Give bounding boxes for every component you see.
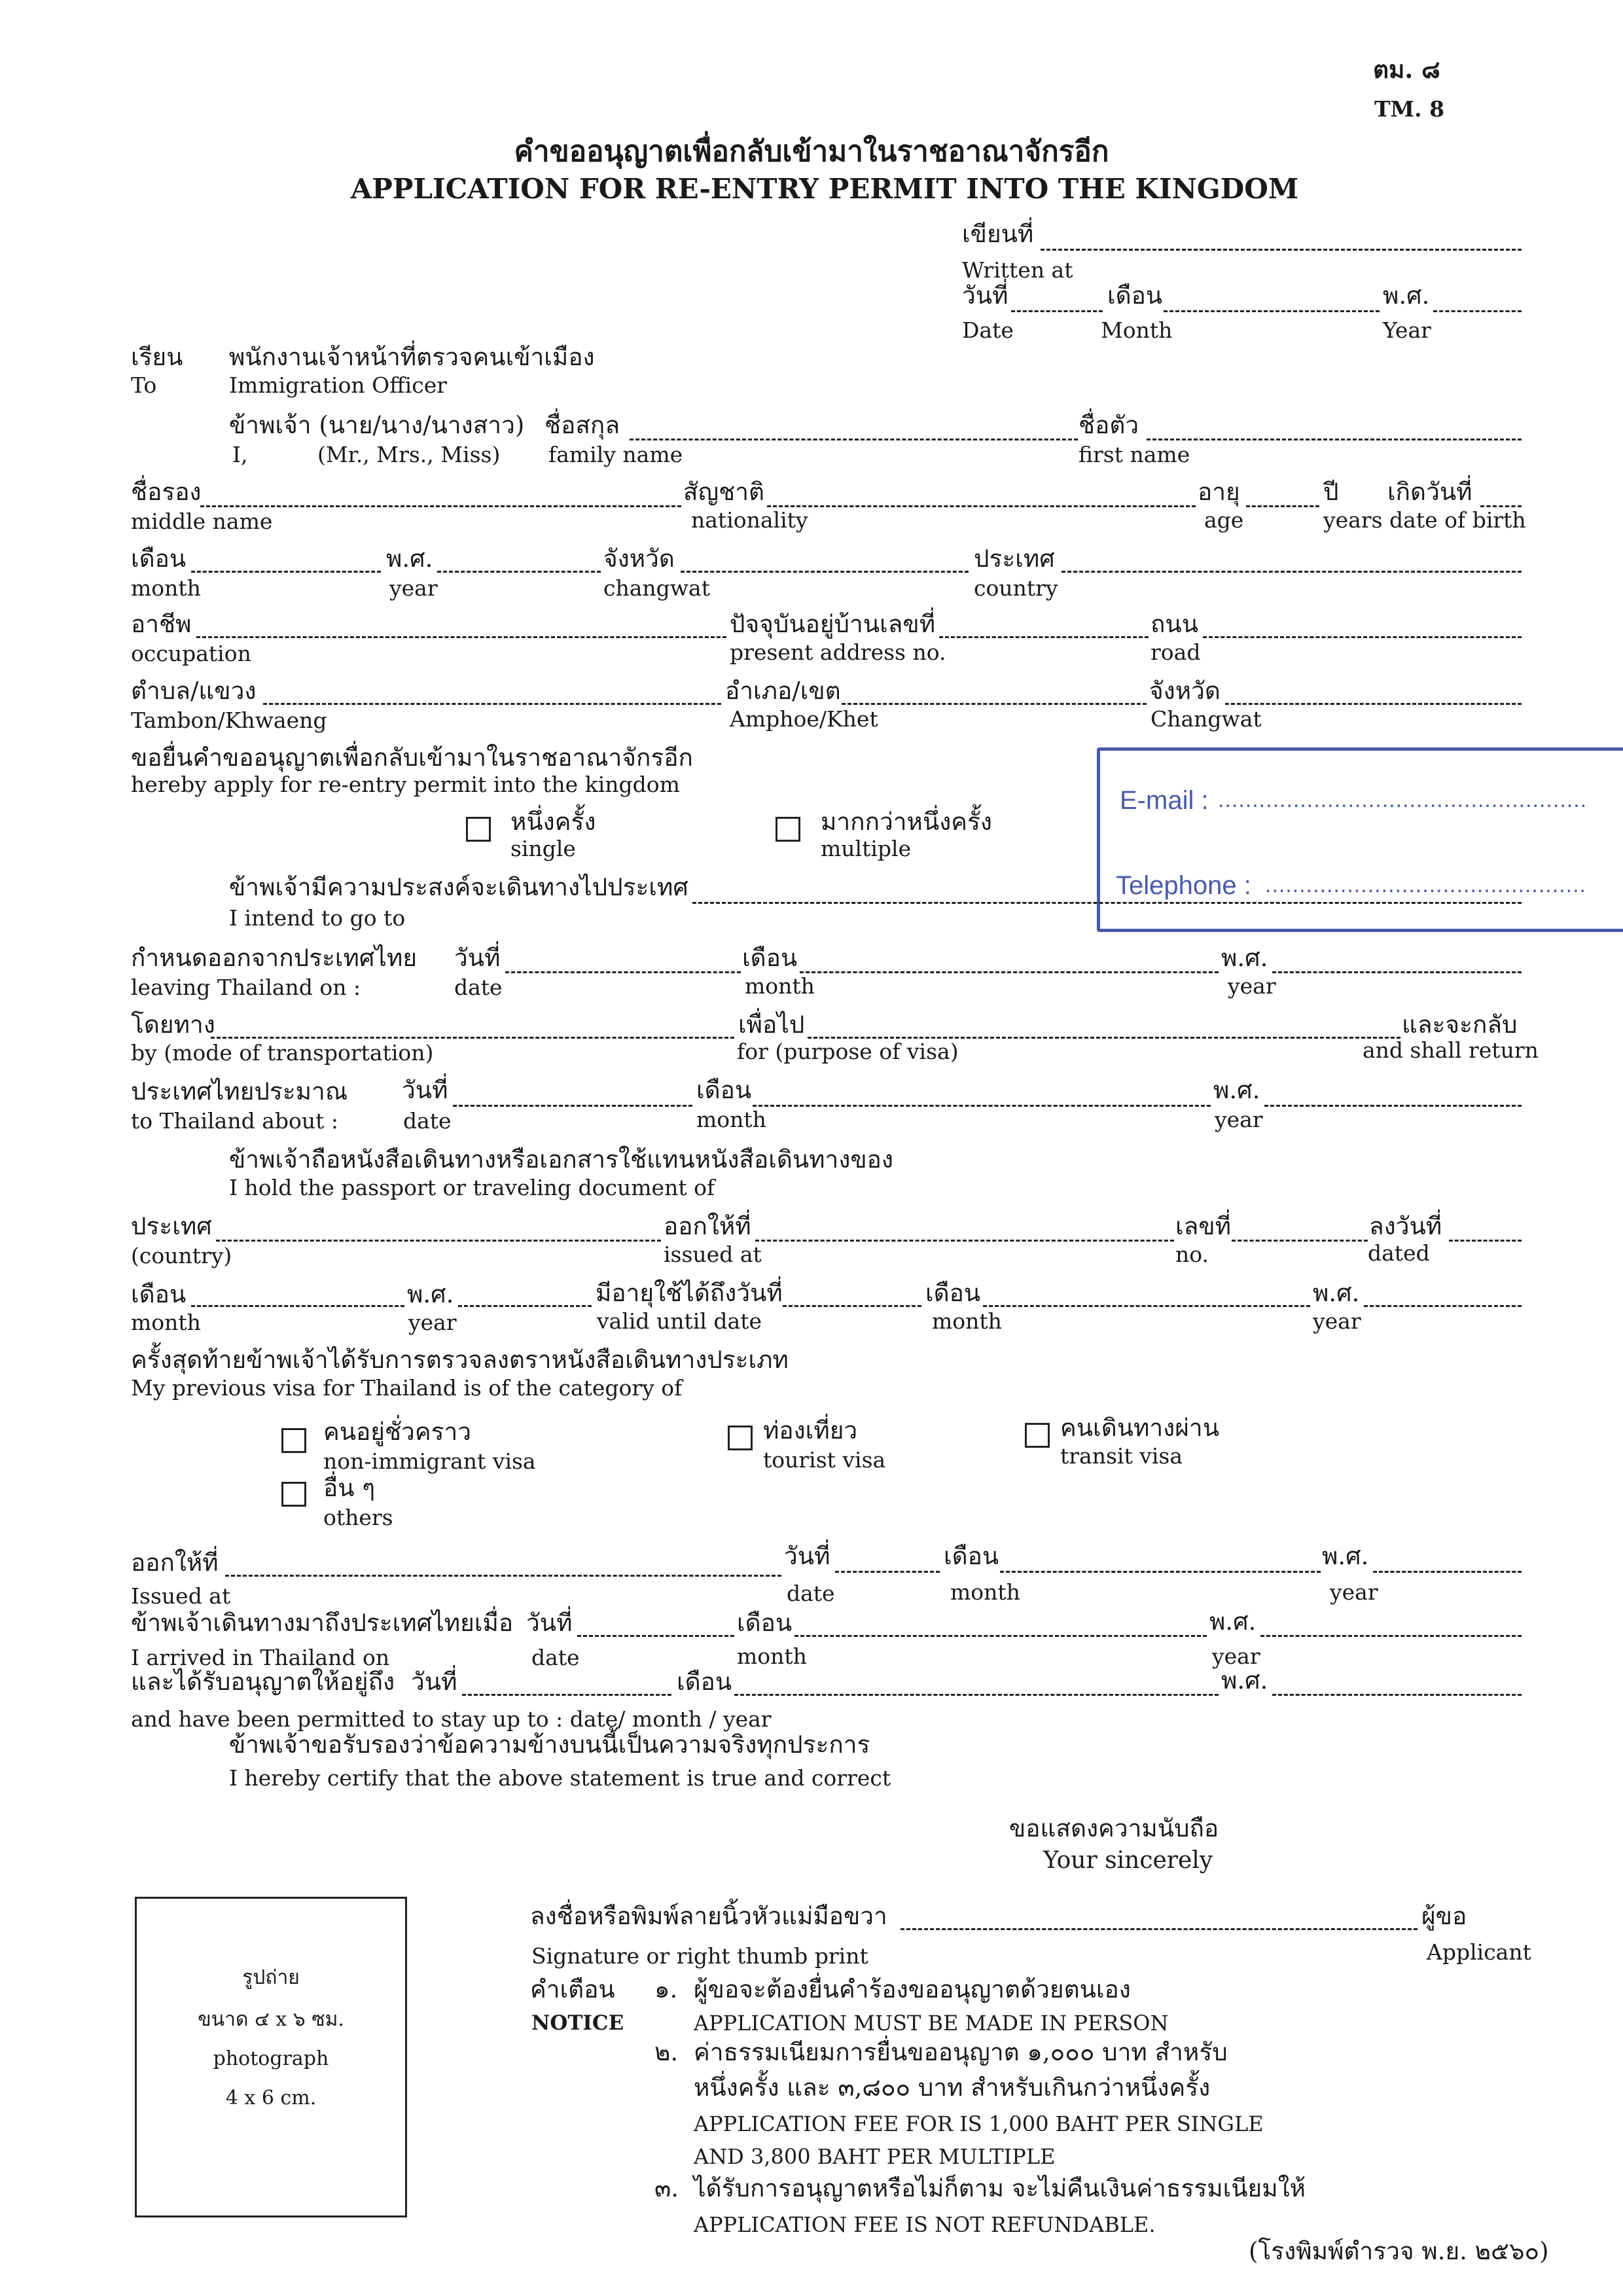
back-year-label-th: พ.ศ. xyxy=(1213,1076,1260,1104)
form-code-en: TM. 8 xyxy=(1374,96,1445,122)
month-label-en: Month xyxy=(1101,317,1173,343)
transit-label-th: คนเดินทางผ่าน xyxy=(1060,1414,1219,1442)
arrived-month-field[interactable] xyxy=(794,1635,1207,1637)
birth-changwat-field[interactable] xyxy=(681,571,969,573)
dob-label-th: เกิดวันที่ xyxy=(1387,478,1472,506)
pp-dated-field[interactable] xyxy=(1449,1240,1522,1242)
back-month-label-th: เดือน xyxy=(696,1076,752,1104)
amphoe-label-en: Amphoe/Khet xyxy=(730,706,878,732)
tourist-label-en: tourist visa xyxy=(763,1447,886,1473)
photo-label-th2: ขนาด ๔ x ๖ ซม. xyxy=(198,2008,344,2031)
country-label-en: country xyxy=(974,575,1058,601)
month-label-th: เดือน xyxy=(1107,281,1163,310)
leave-month-label-en: month xyxy=(745,973,815,999)
pp-dated-label-th: ลงวันที่ xyxy=(1369,1212,1442,1240)
leave-month-label-th: เดือน xyxy=(742,944,798,972)
pp-issued-field[interactable] xyxy=(755,1240,1174,1242)
return-label-th: และจะกลับ xyxy=(1402,1011,1518,1039)
amphoe-label-th: อำเภอ/เขต xyxy=(725,677,841,705)
arrived-date-field[interactable] xyxy=(577,1635,734,1637)
notice-1-en: APPLICATION MUST BE MADE IN PERSON xyxy=(694,2011,1169,2036)
stay-year-field[interactable] xyxy=(1272,1694,1522,1696)
arrived-year-label-en: year xyxy=(1212,1643,1260,1669)
prev-visa-en: My previous visa for Thailand is of the category of xyxy=(131,1375,683,1401)
pp-year-field[interactable] xyxy=(458,1305,592,1307)
notice-3-th: ได้รับการอนุญาตหรือไม่ก็ตาม จะไม่คืนเงินค่าธรรมเนียมให้ xyxy=(694,2174,1306,2202)
visa-month-label-th: เดือน xyxy=(944,1542,999,1570)
pp-issued-label-th: ออกให้ที่ xyxy=(664,1212,751,1240)
tambon-label-th: ตำบล/แขวง xyxy=(131,677,257,705)
pp-valid-month-label-th: เดือน xyxy=(925,1279,981,1307)
tourist-label-th: ท่องเที่ยว xyxy=(763,1416,858,1444)
arrived-label-en: I arrived in Thailand on xyxy=(131,1645,390,1670)
signature-label-th: ลงชื่อหรือพิมพ์ลายนิ้วหัวแม่มือขวา xyxy=(530,1902,887,1930)
stay-month-label-th: เดือน xyxy=(677,1668,732,1696)
address-no-label-th: ปัจจุบันอยู่บ้านเลขที่ xyxy=(730,610,936,638)
pp-year-label-th: พ.ศ. xyxy=(407,1280,454,1308)
pp-valid-month-field[interactable] xyxy=(983,1305,1310,1307)
road-label-th: ถนน xyxy=(1150,610,1198,638)
others-label-en: others xyxy=(323,1505,393,1530)
non-immigrant-label-en: non-immigrant visa xyxy=(323,1448,536,1474)
pp-valid-label-en: valid until date xyxy=(597,1308,762,1334)
applicant-i-th: ข้าพเจ้า (นาย/นาง/นางสาว) xyxy=(229,411,525,439)
tambon-field[interactable] xyxy=(263,703,721,705)
back-date-label-en: date xyxy=(403,1108,452,1134)
changwat2-field[interactable] xyxy=(1225,703,1522,705)
printer-note: (โรงพิมพ์ตำรวจ พ.ย. ๒๕๖๐) xyxy=(1249,2237,1549,2265)
multiple-label-en: multiple xyxy=(821,836,912,861)
applicant-label-en: Applicant xyxy=(1427,1939,1531,1965)
single-label-th: หนึ่งครั้ง xyxy=(510,808,596,836)
destination-field[interactable] xyxy=(692,902,1522,904)
single-checkbox[interactable] xyxy=(466,817,491,842)
notice-1-num: ๑. xyxy=(654,1975,678,2003)
changwat2-label-th: จังหวัด xyxy=(1149,677,1221,705)
leave-label-th: กำหนดออกจากประเทศไทย xyxy=(131,944,418,972)
notice-label-en: NOTICE xyxy=(531,2011,624,2035)
amphoe-field[interactable] xyxy=(842,703,1147,705)
others-label-th: อื่น ๆ xyxy=(323,1474,376,1502)
years-label-th: ปี xyxy=(1323,478,1339,506)
photo-label-th1: รูปถ่าย xyxy=(242,1966,300,1989)
pp-valid-year-label-th: พ.ศ. xyxy=(1313,1279,1360,1307)
passport-hold-en: I hold the passport or traveling document of xyxy=(229,1175,715,1200)
leave-year-label-en: year xyxy=(1228,973,1276,999)
arrived-month-label-th: เดือน xyxy=(737,1609,793,1637)
birth-year-field[interactable] xyxy=(437,571,601,573)
visa-issued-field[interactable] xyxy=(225,1575,781,1577)
road-field[interactable] xyxy=(1203,636,1522,638)
years-dob-label-en: years date of birth xyxy=(1323,507,1526,533)
purpose-label-en: for (purpose of visa) xyxy=(737,1039,959,1064)
pp-country-field[interactable] xyxy=(216,1240,661,1242)
notice-3-en: APPLICATION FEE IS NOT REFUNDABLE. xyxy=(694,2212,1156,2237)
first-name-label-th: ชื่อตัว xyxy=(1079,411,1139,439)
visa-date-field[interactable] xyxy=(835,1571,940,1573)
form-code-th: ตม. ๘ xyxy=(1373,55,1440,84)
nationality-label-th: สัญชาติ xyxy=(683,478,765,506)
written-at-label-en: Written at xyxy=(962,257,1073,283)
pp-month-field[interactable] xyxy=(191,1305,404,1307)
middle-name-label-th: ชื่อรอง xyxy=(131,478,202,506)
email-label: E-mail : xyxy=(1120,786,1209,815)
recipient-en: Immigration Officer xyxy=(229,372,448,398)
first-name-label-en: first name xyxy=(1079,442,1190,467)
written-at-field[interactable] xyxy=(1041,249,1522,251)
arrived-year-label-th: พ.ศ. xyxy=(1209,1607,1257,1636)
title-th: คำขออนุญาตเพื่อกลับเข้ามาในราชอาณาจักรอีก xyxy=(514,135,1109,168)
telephone-label: Telephone : xyxy=(1116,871,1251,900)
pp-country-label-th: ประเทศ xyxy=(131,1212,212,1240)
certify-th: ข้าพเจ้าขอรับรองว่าข้อความข้างบนนี้เป็นความจริงทุกประการ xyxy=(229,1731,870,1759)
visa-year-label-en: year xyxy=(1330,1579,1378,1605)
changwat-label-en: changwat xyxy=(603,575,710,601)
pp-month-label-th: เดือน xyxy=(131,1280,187,1308)
visa-month-label-en: month xyxy=(950,1579,1020,1605)
age-label-en: age xyxy=(1204,507,1244,533)
middle-name-label-en: middle name xyxy=(131,509,273,534)
pp-valid-year-label-en: year xyxy=(1313,1308,1361,1334)
stay-year-label-th: พ.ศ. xyxy=(1221,1666,1268,1695)
tambon-label-en: Tambon/Khwaeng xyxy=(131,708,327,733)
back-date-label-th: วันที่ xyxy=(402,1076,448,1104)
address-no-field[interactable] xyxy=(939,636,1149,638)
back-year-label-en: year xyxy=(1215,1107,1263,1132)
back-label-en: to Thailand about : xyxy=(131,1108,338,1134)
closing-en: Your sincerely xyxy=(1043,1847,1213,1874)
signature-field[interactable] xyxy=(901,1928,1418,1930)
birth-year-label-th: พ.ศ. xyxy=(386,545,433,573)
multiple-label-th: มากกว่าหนึ่งครั้ง xyxy=(821,808,992,836)
year-label-th: พ.ศ. xyxy=(1383,281,1430,310)
birth-year-label-en: year xyxy=(389,575,438,601)
multiple-checkbox[interactable] xyxy=(776,817,800,842)
notice-2-en2: AND 3,800 BAHT PER MULTIPLE xyxy=(694,2144,1056,2169)
family-name-label-en: family name xyxy=(548,442,683,467)
family-name-field[interactable] xyxy=(630,439,1078,440)
nationality-field[interactable] xyxy=(767,505,1196,507)
leave-label-en: leaving Thailand on : xyxy=(131,975,361,1000)
leave-year-field[interactable] xyxy=(1272,971,1522,973)
pp-valid-year-field[interactable] xyxy=(1364,1305,1522,1307)
arrived-date-label-en: date xyxy=(531,1645,580,1670)
year-label-en: Year xyxy=(1383,317,1431,343)
intend-label-en: I intend to go to xyxy=(229,905,406,931)
arrived-date-label-th: วันที่ xyxy=(526,1609,573,1637)
visa-issued-label-th: ออกให้ที่ xyxy=(131,1549,219,1577)
occupation-label-en: occupation xyxy=(131,641,251,666)
header-date-field[interactable] xyxy=(1011,310,1103,312)
photo-label-en2: 4 x 6 cm. xyxy=(225,2087,317,2109)
certify-en: I hereby certify that the above statement is true and correct xyxy=(229,1765,891,1791)
visa-issued-label-en: Issued at xyxy=(131,1583,231,1609)
stay-date-label-th: วันที่ xyxy=(411,1668,457,1696)
occupation-label-th: อาชีพ xyxy=(131,610,192,638)
birth-month-field[interactable] xyxy=(191,571,381,573)
leave-date-label-en: date xyxy=(454,975,503,1000)
arrived-year-field[interactable] xyxy=(1260,1635,1522,1637)
transit-checkbox[interactable] xyxy=(1025,1423,1050,1448)
arrived-label-th: ข้าพเจ้าเดินทางมาถึงประเทศไทยเมื่อ xyxy=(131,1609,514,1637)
apply-text-en: hereby apply for re-entry permit into the kingdom xyxy=(131,772,680,797)
birth-country-field[interactable] xyxy=(1061,571,1522,573)
notice-1-th: ผู้ขอจะต้องยื่นคำร้องขออนุญาตด้วยตนเอง xyxy=(694,1975,1131,2003)
middle-name-field[interactable] xyxy=(200,505,681,507)
arrived-month-label-en: month xyxy=(737,1643,807,1669)
country-label-th: ประเทศ xyxy=(974,545,1055,573)
photo-box[interactable] xyxy=(135,1897,407,2217)
pp-year-label-en: year xyxy=(408,1310,457,1335)
signature-label-en: Signature or right thumb print xyxy=(531,1943,868,1969)
contact-stamp xyxy=(1097,747,1623,932)
stay-label-en: and have been permitted to stay up to : date/ month / year xyxy=(131,1706,772,1732)
written-at-label-th: เขียนที่ xyxy=(962,220,1034,248)
passport-hold-th: ข้าพเจ้าถือหนังสือเดินทางหรือเอกสารใช้แทนหนังสือเดินทางของ xyxy=(229,1145,893,1174)
birth-month-label-th: เดือน xyxy=(131,545,187,573)
date-label-th: วันที่ xyxy=(962,281,1008,310)
others-checkbox[interactable] xyxy=(281,1482,306,1507)
stay-date-field[interactable] xyxy=(462,1694,671,1696)
closing-th: ขอแสดงความนับถือ xyxy=(1009,1814,1219,1842)
date-label-en: Date xyxy=(962,317,1014,343)
recipient-th: พนักงานเจ้าหน้าที่ตรวจคนเข้าเมือง xyxy=(229,343,595,371)
address-no-label-en: present address no. xyxy=(730,639,946,665)
purpose-label-th: เพื่อไป xyxy=(738,1011,805,1039)
photo-label-en1: photograph xyxy=(213,2047,329,2070)
visa-date-label-th: วันที่ xyxy=(784,1542,830,1570)
header-month-field[interactable] xyxy=(1164,310,1380,312)
age-label-th: อายุ xyxy=(1198,478,1240,506)
notice-2-th2: หนึ่งครั้ง และ ๓,๘๐๐ บาท สำหรับเกินกว่าหนึ่งครั้ง xyxy=(694,2073,1211,2102)
pp-month-label-en: month xyxy=(131,1310,201,1335)
non-immigrant-label-th: คนอยู่ชั่วคราว xyxy=(323,1418,472,1446)
pp-no-field[interactable] xyxy=(1232,1240,1368,1242)
email-field[interactable]: ...................................................... xyxy=(1218,787,1588,812)
changwat-label-th: จังหวัด xyxy=(603,545,675,573)
transit-label-en: transit visa xyxy=(1060,1443,1183,1469)
notice-2-num: ๒. xyxy=(654,2038,679,2066)
intend-label-th: ข้าพเจ้ามีความประสงค์จะเดินทางไปประเทศ xyxy=(229,873,688,901)
applicant-i-en: I, xyxy=(232,442,248,467)
pp-valid-label-th: มีอายุใช้ได้ถึงวันที่ xyxy=(596,1279,783,1307)
road-label-en: road xyxy=(1150,639,1201,665)
non-immigrant-checkbox[interactable] xyxy=(281,1428,306,1453)
to-label-en: To xyxy=(131,372,157,398)
pp-valid-month-label-en: month xyxy=(932,1308,1002,1334)
age-field[interactable] xyxy=(1246,505,1319,507)
leave-month-field[interactable] xyxy=(800,971,1219,973)
visa-year-field[interactable] xyxy=(1373,1571,1522,1573)
notice-label-th: คำเตือน xyxy=(530,1975,615,2003)
stay-month-field[interactable] xyxy=(734,1694,1219,1696)
visa-month-field[interactable] xyxy=(1000,1571,1321,1573)
nationality-label-en: nationality xyxy=(691,507,808,533)
visa-year-label-th: พ.ศ. xyxy=(1322,1542,1369,1570)
pp-no-label-th: เลขที่ xyxy=(1175,1212,1232,1240)
stay-label-th: และได้รับอนุญาตให้อยู่ถึง xyxy=(131,1668,395,1696)
back-date-field[interactable] xyxy=(453,1105,692,1107)
pp-valid-date-field[interactable] xyxy=(783,1305,921,1307)
applicant-label-th: ผู้ขอ xyxy=(1421,1902,1467,1930)
pp-no-label-en: no. xyxy=(1175,1242,1209,1267)
single-label-en: single xyxy=(510,836,576,861)
back-month-field[interactable] xyxy=(753,1105,1211,1107)
leave-date-field[interactable] xyxy=(505,971,741,973)
family-name-label-th: ชื่อสกุล xyxy=(544,411,620,439)
transport-field[interactable] xyxy=(211,1037,734,1039)
back-year-field[interactable] xyxy=(1264,1105,1522,1107)
by-label-th: โดยทาง xyxy=(131,1011,215,1039)
apply-text-th: ขอยื่นคำขออนุญาตเพื่อกลับเข้ามาในราชอาณาจักรอีก xyxy=(131,744,693,772)
first-name-field[interactable] xyxy=(1147,439,1522,440)
leave-date-label-th: วันที่ xyxy=(454,944,501,972)
birth-month-label-en: month xyxy=(131,575,201,601)
pp-dated-label-en: dated xyxy=(1368,1240,1430,1266)
visa-date-label-en: date xyxy=(787,1581,835,1606)
by-label-en: by (mode of transportation) xyxy=(131,1040,434,1066)
pp-country-label-en: (country) xyxy=(131,1243,232,1268)
to-label-th: เรียน xyxy=(131,343,183,371)
changwat2-label-en: Changwat xyxy=(1150,706,1262,732)
tourist-checkbox[interactable] xyxy=(728,1426,753,1450)
header-year-field[interactable] xyxy=(1433,310,1522,312)
leave-year-label-th: พ.ศ. xyxy=(1221,944,1268,972)
title-en: APPLICATION FOR RE-ENTRY PERMIT INTO THE KINGDOM xyxy=(350,173,1299,205)
notice-2-en1: APPLICATION FEE FOR IS 1,000 BAHT PER SINGLE xyxy=(694,2111,1264,2136)
telephone-field[interactable]: ............................................... xyxy=(1265,872,1586,897)
pp-issued-label-en: issued at xyxy=(664,1242,762,1267)
back-month-label-en: month xyxy=(696,1107,766,1132)
notice-2-th1: ค่าธรรมเนียมการยื่นขออนุญาต ๑,๐๐๐ บาท สำหรับ xyxy=(694,2038,1228,2066)
occupation-field[interactable] xyxy=(196,636,726,638)
notice-3-num: ๓. xyxy=(654,2174,679,2202)
applicant-titles-en: (Mr., Mrs., Miss) xyxy=(317,442,501,467)
return-label-en: and shall return xyxy=(1363,1037,1539,1063)
back-label-th: ประเทศไทยประมาณ xyxy=(131,1077,348,1105)
prev-visa-th: ครั้งสุดท้ายข้าพเจ้าได้รับการตรวจลงตราหนังสือเดินทางประเภท xyxy=(131,1346,789,1374)
